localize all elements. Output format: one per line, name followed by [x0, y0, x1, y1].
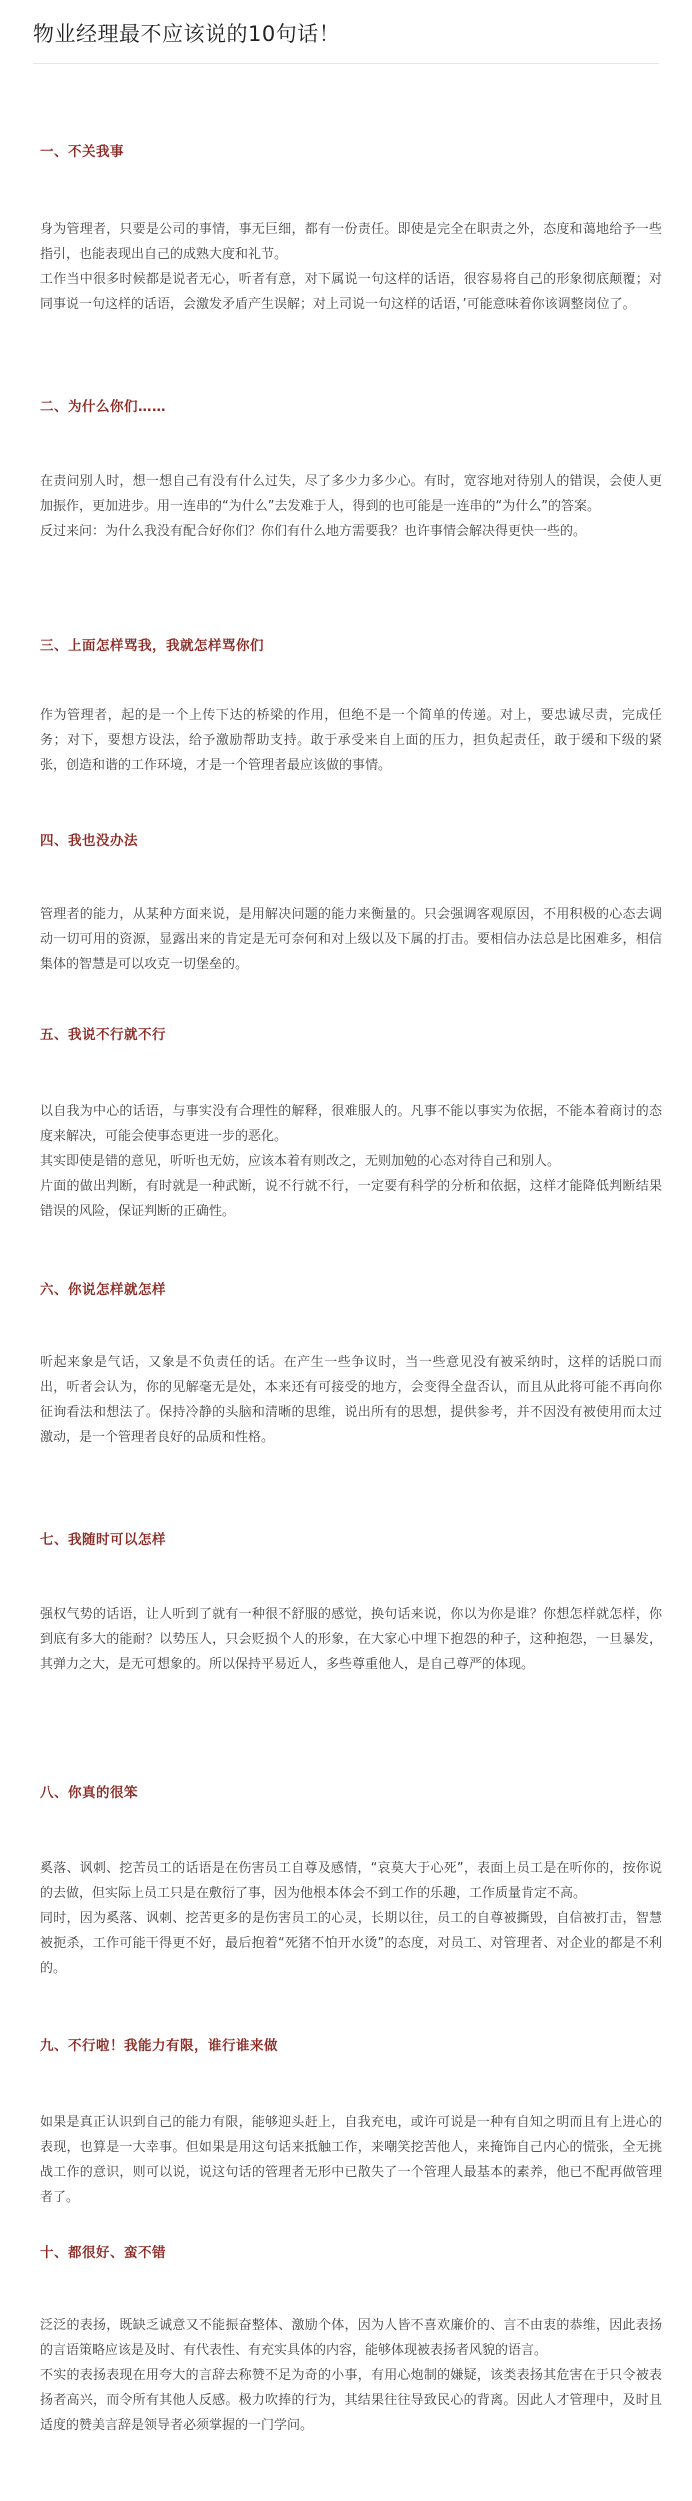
paragraph: 听起来象是气话，又象是不负责任的话。在产生一些争议时，当一些意见没有被采纳时，这样的话脱口而出，听者会认为，你的见解毫无是处，本来还有可接受的地方，会变得全盘否认，而且从此将可能不再向你征询看法和想法了。保持冷静的头脑和清晰的思维，说出所有的思想，提供参考，并不因没有被使用而太过激动，是一个管理者良好的品质和性格。 [40, 1355, 662, 1445]
section-body-8 [40, 1856, 662, 1981]
section-heading-10: 十、都很好、蛮不错 [40, 2245, 166, 2261]
section-body-1 [40, 217, 662, 317]
section-heading-5: 五、我说不行就不行 [40, 1027, 166, 1043]
section-heading-2: 二、为什么你们…… [40, 399, 166, 415]
paragraph: 工作当中很多时候都是说者无心，听者有意，对下属说一句这样的话语，很容易将自己的形象彻底颠覆；对同事说一句这样的话语，会激发矛盾产生误解；对上司说一句这样的话语，’可能意味着你该调整岗位了。 [40, 272, 662, 312]
section-heading-1: 一、不关我事 [40, 144, 124, 160]
paragraph: 片面的做出判断，有时就是一种武断，说不行就不行，一定要有科学的分析和依据，这样才能降低判断结果错误的风险，保证判断的正确性。 [40, 1179, 662, 1219]
section-heading-9: 九、不行啦！我能力有限，谁行谁来做 [40, 2038, 278, 2054]
paragraph: 泛泛的表扬，既缺乏诚意又不能振奋整体、激励个体，因为人皆不喜欢廉价的、言不由衷的恭维，因此表扬的言语策略应该是及时、有代表性、有充实具体的内容，能够体现被表扬者风貌的语言。 [40, 2318, 662, 2358]
section-body-6 [40, 1350, 662, 1450]
title-divider [33, 63, 659, 64]
section-heading-6: 六、你说怎样就怎样 [40, 1282, 166, 1298]
article-title: 物业经理最不应该说的10句话！ [33, 22, 341, 46]
section-heading-8: 八、你真的很笨 [40, 1785, 138, 1801]
section-heading-4: 四、我也没办法 [40, 833, 138, 849]
section-body-4 [40, 902, 662, 977]
section-body-2 [40, 469, 662, 544]
paragraph: 同时，因为奚落、讽刺、挖苦更多的是伤害员工的心灵，长期以往，员工的自尊被撕毁，自信被打击，智慧被扼杀，工作可能干得更不好，最后抱着“死猪不怕开水烫”的态度，对员工、对管理者、对企业的都是不利的。 [40, 1911, 662, 1976]
paragraph: 反过来问：为什么我没有配合好你们？你们有什么地方需要我？也许事情会解决得更快一些的。 [40, 524, 587, 539]
section-body-7 [40, 1602, 662, 1677]
paragraph: 作为管理者，起的是一个上传下达的桥梁的作用，但绝不是一个简单的传递。对上，要忠诚尽责，完成任务；对下，要想方设法，给予激励帮助支持。敢于承受来自上面的压力，担负起责任，敢于缓和下级的紧张，创造和谐的工作环境，才是一个管理者最应该做的事情。 [40, 708, 662, 773]
section-body-10 [40, 2313, 662, 2438]
paragraph: 不实的表扬表现在用夸大的言辞去称赞不足为奇的小事，有用心炮制的嫌疑，该类表扬其危害在于只令被表扬者高兴，而令所有其他人反感。极力吹捧的行为，其结果往往导致民心的背离。因此人才管理中，及时且适度的赞美言辞是领导者必须掌握的一门学问。 [40, 2368, 662, 2433]
paragraph: 身为管理者，只要是公司的事情，事无巨细，都有一份责任。即使是完全在职责之外，态度和蔼地给予一些指引，也能表现出自己的成熟大度和礼节。 [40, 222, 662, 262]
section-body-9 [40, 2110, 662, 2210]
paragraph: 其实即使是错的意见，听听也无妨，应该本着有则改之，无则加勉的心态对待自己和别人。 [40, 1154, 561, 1169]
section-heading-3: 三、上面怎样骂我，我就怎样骂你们 [40, 638, 264, 654]
section-body-3 [40, 703, 662, 778]
paragraph: 如果是真正认识到自己的能力有限，能够迎头赶上，自我充电，或许可说是一种有自知之明而且有上进心的表现，也算是一大幸事。但如果是用这句话来抵触工作，来嘲笑挖苦他人，来掩饰自己内心的慌张，全无挑战工作的意识，则可以说，说这句话的管理者无形中已散失了一个管理人最基本的素养，他已不配再做管理者了。 [40, 2115, 662, 2205]
paragraph: 奚落、讽刺、挖苦员工的话语是在伤害员工自尊及感情，“哀莫大于心死”，表面上员工是在听你的，按你说的去做，但实际上员工只是在敷衍了事，因为他根本体会不到工作的乐趣，工作质量肯定不高。 [40, 1861, 662, 1901]
paragraph: 在责问别人时，想一想自己有没有什么过失，尽了多少力多少心。有时，宽容地对待别人的错误，会使人更加振作，更加进步。用一连串的“为什么”去发难于人，得到的也可能是一连串的“为什么”的答案。 [40, 474, 662, 514]
paragraph: 管理者的能力，从某种方面来说，是用解决问题的能力来衡量的。只会强调客观原因，不用积极的心态去调动一切可用的资源，显露出来的肯定是无可奈何和对上级以及下属的打击。要相信办法总是比困难多，相信集体的智慧是可以攻克一切堡垒的。 [40, 907, 662, 972]
paragraph: 以自我为中心的话语，与事实没有合理性的解释，很难服人的。凡事不能以事实为依据，不能本着商讨的态度来解决，可能会使事态更进一步的恶化。 [40, 1104, 662, 1144]
paragraph: 强权气势的话语，让人听到了就有一种很不舒服的感觉，换句话来说，你以为你是谁？你想怎样就怎样，你到底有多大的能耐？以势压人，只会贬损个人的形象，在大家心中埋下抱怨的种子，这种抱怨，一旦暴发，其弹力之大，是无可想象的。所以保持平易近人，多些尊重他人，是自己尊严的体现。 [40, 1607, 662, 1672]
section-heading-7: 七、我随时可以怎样 [40, 1532, 166, 1548]
section-body-5 [40, 1099, 662, 1224]
